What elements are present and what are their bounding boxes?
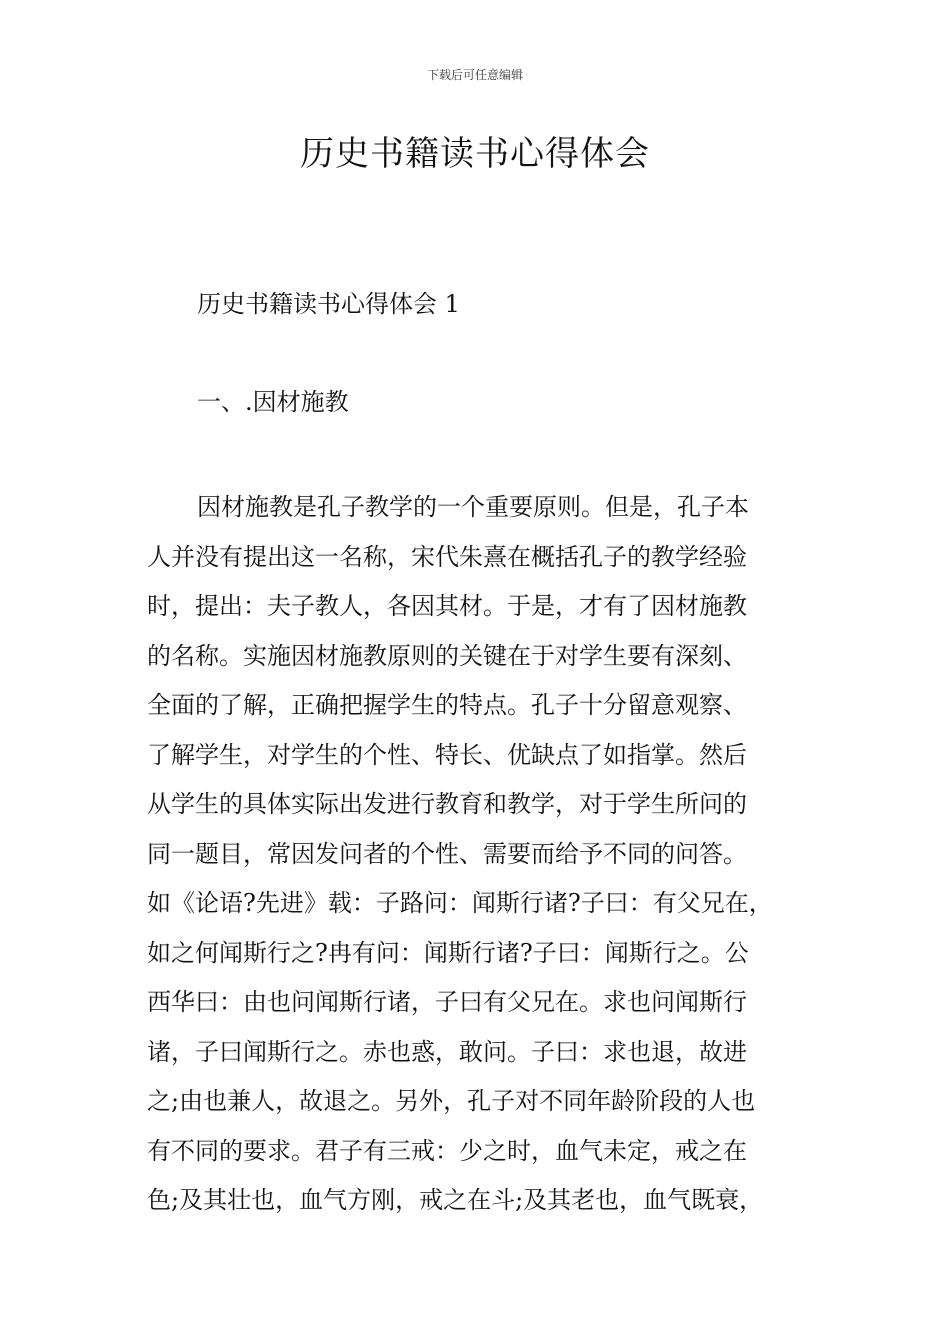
paragraph-line: 西华曰：由也问闻斯行诸，子曰有父兄在。求也问闻斯行 [147, 988, 747, 1016]
paragraph-line: 因材施教是孔子教学的一个重要原则。但是，孔子本 [197, 493, 749, 521]
paragraph-line: 全面的了解，正确把握学生的特点。孔子十分留意观察、 [147, 691, 747, 719]
paragraph-line: 人并没有提出这一名称，宋代朱熹在概括孔子的教学经验 [147, 542, 747, 571]
paragraph-line: 有不同的要求。君子有三戒：少之时，血气未定，戒之在 [147, 1136, 747, 1165]
paragraph-line: 如《论语?先进》载：子路问：闻斯行诸?子曰：有父兄在， [147, 889, 773, 917]
paragraph-line: 之;由也兼人，故退之。另外，孔子对不同年龄阶段的人也 [147, 1087, 756, 1115]
paragraph-line: 了解学生，对学生的个性、特长、优缺点了如指掌。然后 [147, 740, 747, 769]
paragraph-line: 时，提出：夫子教人，各因其材。于是，才有了因材施教 [147, 592, 747, 620]
paragraph [147, 483, 837, 1226]
document-title: 历史书籍读书心得体会 [300, 134, 650, 174]
paragraph-line: 如之何闻斯行之?冉有问：闻斯行诸?子曰：闻斯行之。公 [147, 938, 749, 967]
paragraph-line: 从学生的具体实际出发进行教育和教学，对于学生所问的 [147, 790, 747, 818]
document-subtitle: 历史书籍读书心得体会 1 [197, 290, 460, 318]
paragraph-line: 同一题目，常因发问者的个性、需要而给予不同的问答。 [147, 839, 747, 868]
paragraph-line: 的名称。实施因材施教原则的关键在于对学生要有深刻、 [147, 641, 747, 670]
header-note: 下载后可任意编辑 [426, 68, 523, 82]
paragraph-line: 诸，子曰闻斯行之。赤也惑，敢问。子曰：求也退，故进 [147, 1037, 747, 1066]
paragraph-line: 色;及其壮也，血气方刚，戒之在斗;及其老也，血气既衰， [147, 1186, 764, 1214]
section-heading: 一、.因材施教 [197, 388, 349, 416]
